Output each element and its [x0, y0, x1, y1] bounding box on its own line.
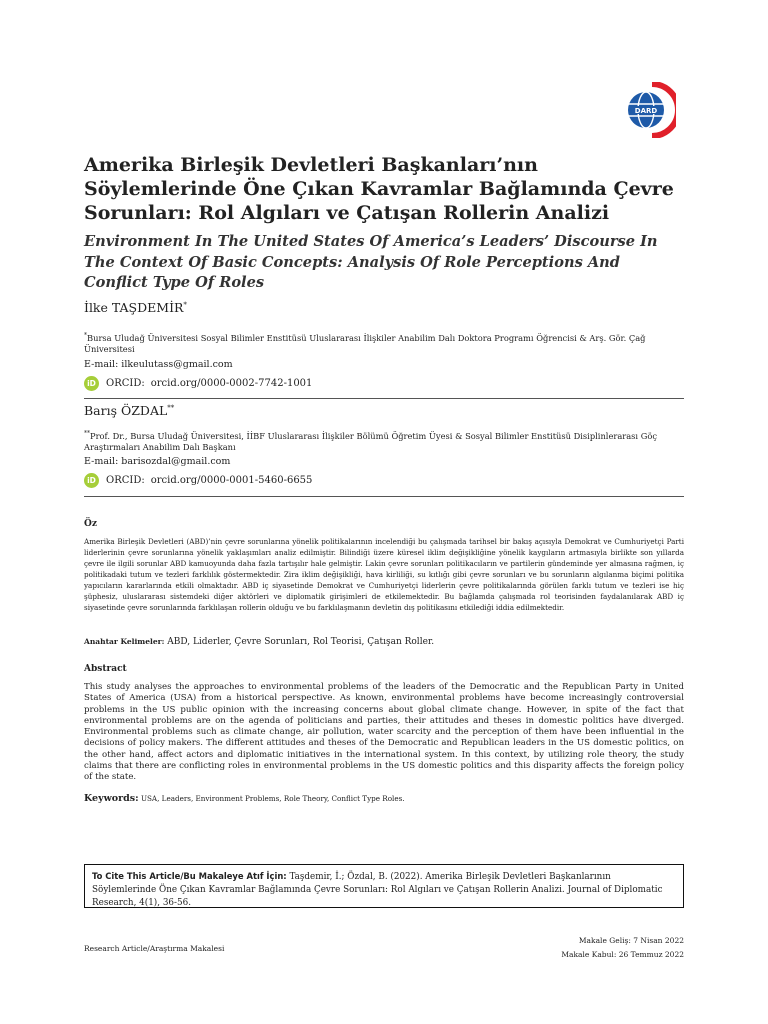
received-date: Makale Geliş: 7 Nisan 2022: [578, 936, 684, 945]
author-2-name: Barış ÖZDAL**: [84, 403, 175, 418]
citation-text: Taşdemir, İ.; Özdal, B. (2022). Amerika Birleşik Devletleri Başkanlarının Söylemlerinde Öne Çıkan Kavramlar Bağlamında Çevre Sorunları: Rol Algıları ve Çatışan Rollerin Analizi. Journal of Diplomatic Research, 4(1), 36-56.: [92, 872, 663, 908]
keywords-english: Keywords: USA, Leaders, Environment Problems, Role Theory, Conflict Type Roles.: [84, 793, 405, 804]
author-1-mark: *: [183, 300, 187, 309]
journal-logo: [624, 82, 676, 138]
orcid-icon: iD: [84, 473, 99, 488]
title-turkish: Amerika Birleşik Devletleri Başkanları’nın Söylemlerinde Öne Çıkan Kavramlar Bağlamında Çevre Sorunları: Rol Algıları ve Çatışan Rollerin Analizi: [84, 154, 674, 224]
author-2-orcid: iD ORCID: orcid.org/0000-0001-5460-6655: [84, 473, 312, 488]
article-type: Research Article/Araştırma Makalesi: [84, 944, 225, 953]
author-1-affiliation: *Bursa Uludağ Üniversitesi Sosyal Bilimler Enstitüsü Uluslararası İlişkiler Anabilim Dalı Doktora Programı Öğrencisi & Arş. Gör. Çağ Üniversitesi: [84, 332, 646, 355]
oz-heading: Öz: [84, 519, 97, 529]
keywords-turkish: Anahtar Kelimeler: ABD, Liderler, Çevre Sorunları, Rol Teorisi, Çatışan Roller.: [84, 637, 435, 647]
citation-label: To Cite This Article/Bu Makaleye Atıf İçin:: [92, 871, 287, 881]
title-english: Environment In The United States Of America’s Leaders’ Discourse In The Context Of Basic Concepts: Analysis Of Role Perceptions And Conflict Type Of Roles: [84, 233, 658, 291]
author-2-mark: **: [167, 403, 175, 412]
oz-text: Amerika Birleşik Devletleri (ABD)’nin çevre sorunlarına yönelik politikalarının incelendiği bu çalışmada tarihsel bir bakış açısıyla Demokrat ve Cumhuriyetçi Parti liderlerinin çevre sorunlarına yönelik yaklaşımları analiz edilmiştir. Bilindiği üzere küresel iklim değişikliğine yönelik kaygıların artmasıyla birlikte son yıllarda çevre ile ilgili sorunlar ABD kamuoyunda daha fazla tartışılır hale gelmiştir. Lakin çevre sorunları politikacıların ve partilerin gündeminde yer almasına rağmen, iç politikadaki tutum ve tezleri farklılık göstermektedir. Zira iklim değişikliği, hava kirliliği, su kıtlığı gibi çevre sorunları ve bu sorunların algılanma biçimi politika yapıcıların kararlarında etkili olmaktadır. ABD iç siyasetinde Demokrat ve Cumhuriyetçi liderlerin çevre politikalarında görülen farklı tutum ve tezleri ise hiç şüphesiz, uluslararası sistemdeki diğer aktörleri ve diplomatik girişimleri de etkilemektedir. Bu bağlamda çalışmada rol teorisinden faydalanılarak ABD iç siyasetinde çevre sorunlarında farklılaşan rollerin olduğu ve bu farklılaşmanın devletin dış politikasını etkilediği iddia edilmektedir.: [84, 537, 684, 612]
author-2-email: E-mail: barisozdal@gmail.com: [84, 456, 231, 467]
orcid-icon: iD: [84, 376, 99, 391]
abstract-text: This study analyses the approaches to environmental problems of the leaders of the Democratic and the Republican Party in United States of America (USA) from a historical perspective. As known, environmental problems have become increasingly controversial problems in the US public opinion with the increasing concerns about global climate change. However, in spite of the fact that environmental problems are on the agenda of politicians and parties, their attitudes and theses in domestic politics have diverged. Environmental problems such as climate change, air pollution, water scarcity and the perception of them have been influential in the decisions of policy makers. The different attitudes and theses of the Democratic and Republican leaders in the US domestic politics, on the other hand, affect actors and diplomatic initiatives in the international system. In this context, by utilizing role theory, the study claims that there are conflicting roles in environmental problems in the US domestic politics and this disparity affects the foreign policy of the state.: [84, 682, 684, 783]
citation-box: [84, 864, 684, 908]
author-2-affiliation: **Prof. Dr., Bursa Uludağ Üniversitesi, İİBF Uluslararası İlişkiler Bölümü Öğretim Üyesi & Sosyal Bilimler Enstitüsü Disiplinlerarası Göç Araştırmaları Anabilim Dalı Başkanı: [84, 430, 657, 453]
author-1-email: E-mail: ilkeulutass@gmail.com: [84, 359, 233, 370]
accepted-date: Makale Kabul: 26 Temmuz 2022: [561, 950, 684, 959]
author-1-orcid: iD ORCID: orcid.org/0000-0002-7742-1001: [84, 376, 312, 391]
logo-text: DARD: [634, 107, 658, 115]
abstract-heading: Abstract: [84, 664, 127, 674]
author-1-orcid-link[interactable]: orcid.org/0000-0002-7742-1001: [150, 378, 313, 389]
divider: [84, 496, 684, 497]
author-1-name: İlke TAŞDEMİR*: [84, 300, 187, 315]
divider: [84, 398, 684, 399]
author-2-orcid-link[interactable]: orcid.org/0000-0001-5460-6655: [150, 475, 313, 486]
globe-logo-icon: [624, 82, 676, 138]
